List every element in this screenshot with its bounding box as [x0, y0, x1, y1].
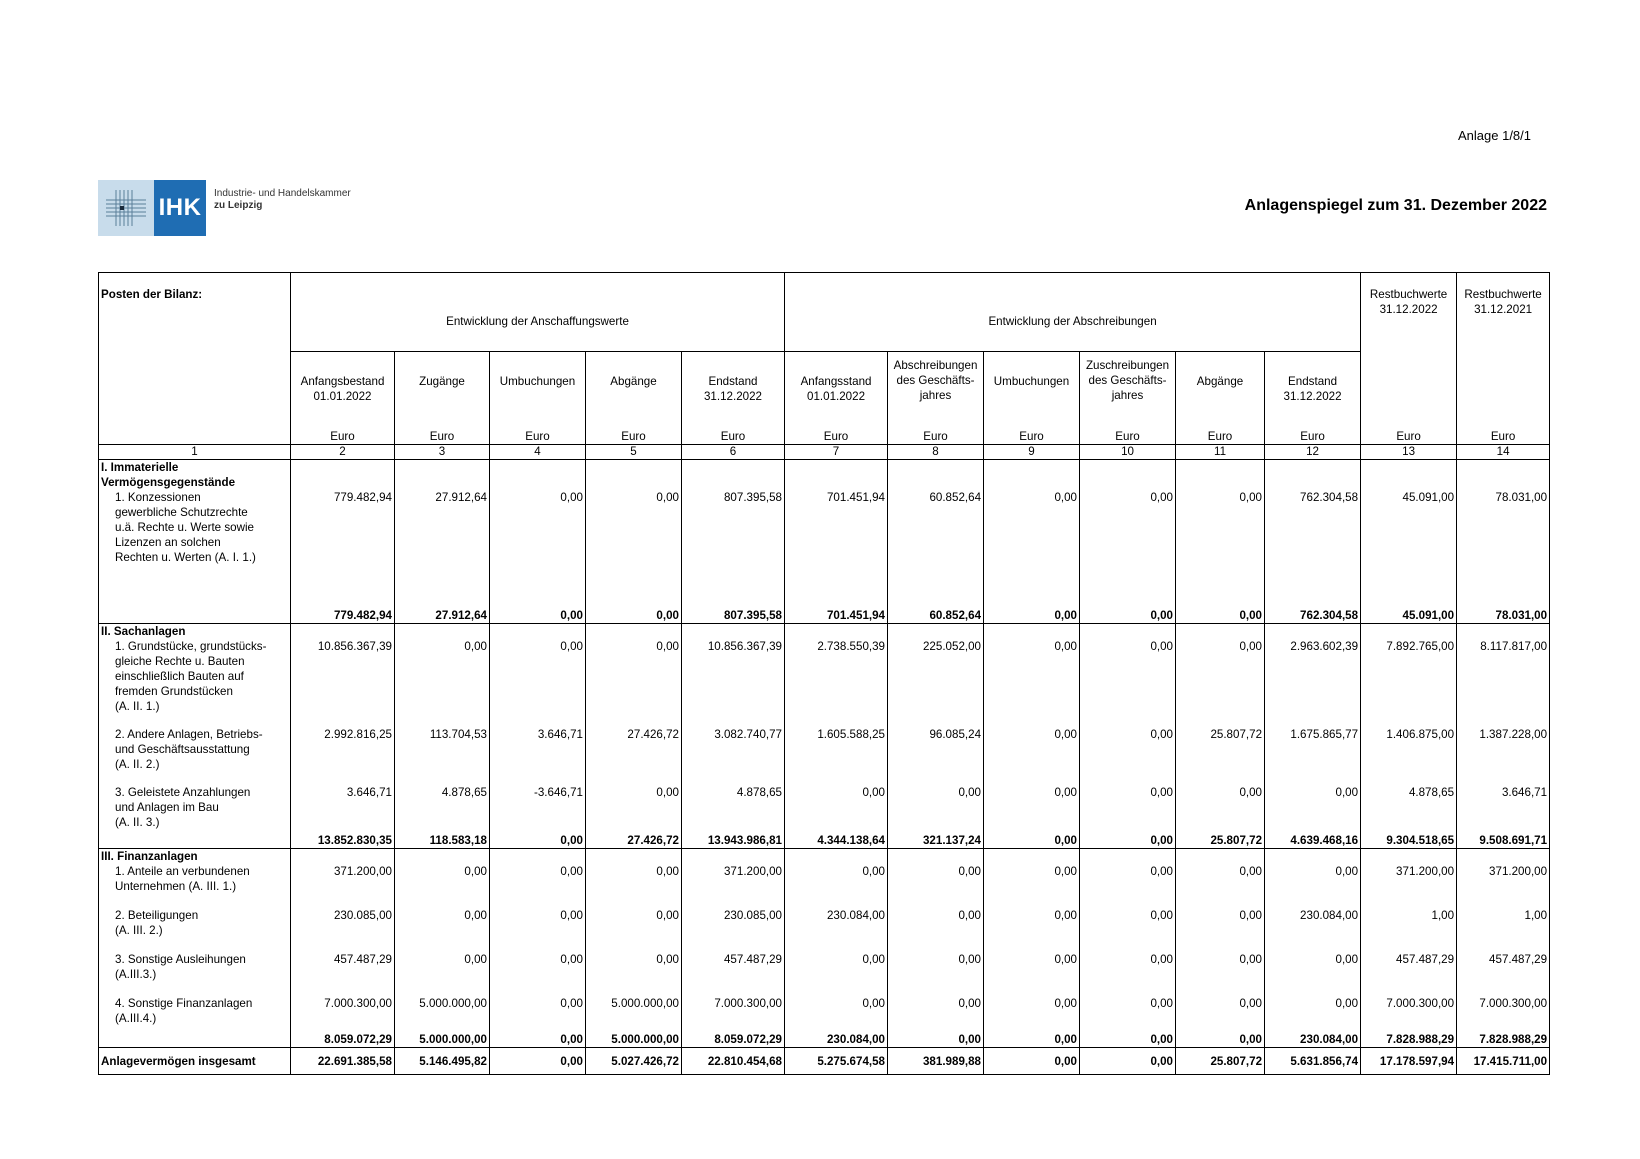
cell-value: 230.085,00 — [291, 908, 395, 952]
unit-label: Euro — [621, 430, 646, 443]
cell-value: 701.451,94 — [785, 490, 888, 608]
cell-value: 27.426,72 — [586, 727, 682, 785]
cell-value: 762.304,58 — [1265, 490, 1361, 608]
document-title: Anlagenspiegel zum 31. Dezember 2022 — [1244, 197, 1547, 214]
group-header-abschreibungen: Entwicklung der Abschreibungen — [785, 273, 1361, 352]
grand-total-value: 0,00 — [490, 1048, 586, 1075]
cell-value: 96.085,24 — [888, 727, 984, 785]
grand-total-value: 5.631.856,74 — [1265, 1048, 1361, 1075]
subtotal-value: 0,00 — [490, 1032, 586, 1048]
cell-value: 0,00 — [586, 952, 682, 996]
cell-value: 0,00 — [1176, 996, 1265, 1032]
grand-total-value: 25.807,72 — [1176, 1048, 1265, 1075]
cell-value: 3.646,71 — [1457, 785, 1550, 833]
cell-value: 0,00 — [984, 908, 1080, 952]
column-header-7 — [785, 352, 888, 445]
section-heading: II. Sachanlagen — [99, 624, 291, 640]
cell-value: 1.406.875,00 — [1361, 727, 1457, 785]
cell-value: 0,00 — [888, 864, 984, 908]
cell-value: 0,00 — [984, 490, 1080, 608]
cell-value: 25.807,72 — [1176, 727, 1265, 785]
cell-value: 0,00 — [1265, 996, 1361, 1032]
cell-value: 0,00 — [984, 639, 1080, 727]
cell-value: 457.487,29 — [1361, 952, 1457, 996]
unit-label: Euro — [1300, 430, 1325, 443]
row-label: 2. Beteiligungen (A. III. 2.) — [99, 908, 291, 952]
cell-value: 0,00 — [490, 490, 586, 608]
cell-value: 457.487,29 — [291, 952, 395, 996]
cell-value: 0,00 — [888, 952, 984, 996]
ihk-logo — [98, 180, 351, 236]
logo-line-2: zu Leipzig — [214, 200, 263, 211]
subtotal-value: 27.426,72 — [586, 833, 682, 849]
cell-value: 0,00 — [1080, 727, 1176, 785]
subtotal-row — [99, 1032, 1550, 1048]
cell-value: 371.200,00 — [1361, 864, 1457, 908]
column-header-label: Abgänge — [1196, 375, 1244, 388]
subtotal-value: 9.508.691,71 — [1457, 833, 1550, 849]
cell-value: 0,00 — [984, 864, 1080, 908]
cell-value: 1.387.228,00 — [1457, 727, 1550, 785]
cell-value: 7.000.300,00 — [682, 996, 785, 1032]
subtotal-value: 321.137,24 — [888, 833, 984, 849]
cell-value: 0,00 — [490, 952, 586, 996]
cell-value: 807.395,58 — [682, 490, 785, 608]
grand-total-value: 0,00 — [1080, 1048, 1176, 1075]
row-label: 4. Sonstige Finanzanlagen (A.III.4.) — [99, 996, 291, 1032]
column-header-label: Endstand 31.12.2022 — [703, 375, 763, 403]
column-header-6 — [682, 352, 785, 445]
cell-value: 230.084,00 — [785, 908, 888, 952]
subtotal-value: 4.639.468,16 — [1265, 833, 1361, 849]
cell-value: 0,00 — [1176, 490, 1265, 608]
table-row — [99, 996, 1550, 1032]
cell-value: 10.856.367,39 — [682, 639, 785, 727]
grand-total-value: 5.146.495,82 — [395, 1048, 490, 1075]
cell-value: 0,00 — [984, 952, 1080, 996]
column-index: 1 — [99, 445, 291, 460]
cell-value: 8.117.817,00 — [1457, 639, 1550, 727]
row-label: 1. Grundstücke, grundstücks- gleiche Rechte u. Bauten einschließlich Bauten auf fremden Grundstücken (A. II. 1.) — [99, 639, 291, 727]
column-index: 2 — [291, 445, 395, 460]
row-label: 2. Andere Anlagen, Betriebs- und Geschäftsausstattung (A. II. 2.) — [99, 727, 291, 785]
table-row — [99, 727, 1550, 785]
column-header-label: Zuschreibungen des Geschäfts- jahres — [1085, 359, 1170, 402]
cell-value: 779.482,94 — [291, 490, 395, 608]
unit-label: Euro — [1115, 430, 1140, 443]
row-label: 1. Anteile an verbundenen Unternehmen (A. III. 1.) — [99, 864, 291, 908]
cell-value: 0,00 — [888, 996, 984, 1032]
cell-value: 0,00 — [490, 864, 586, 908]
cell-value: 7.000.300,00 — [291, 996, 395, 1032]
cell-value: 0,00 — [1080, 952, 1176, 996]
cell-value: 0,00 — [1265, 785, 1361, 833]
grand-total-value: 5.275.674,58 — [785, 1048, 888, 1075]
cell-value: 0,00 — [395, 639, 490, 727]
cell-value: 0,00 — [1080, 864, 1176, 908]
row-label: 3. Geleistete Anzahlungen und Anlagen im Bau (A. II. 3.) — [99, 785, 291, 833]
cell-value: 0,00 — [1265, 952, 1361, 996]
cell-value: 0,00 — [490, 996, 586, 1032]
posten-header: Posten der Bilanz: — [99, 273, 291, 445]
cell-value: 1,00 — [1457, 908, 1550, 952]
cell-value: 0,00 — [586, 490, 682, 608]
subtotal-value: 60.852,64 — [888, 608, 984, 624]
grand-total-value: 22.810.454,68 — [682, 1048, 785, 1075]
logo-text — [206, 180, 351, 236]
cell-value: 5.000.000,00 — [395, 996, 490, 1032]
cell-value: 457.487,29 — [1457, 952, 1550, 996]
column-header-4 — [490, 352, 586, 445]
column-index: 11 — [1176, 445, 1265, 460]
cell-value: 7.892.765,00 — [1361, 639, 1457, 727]
column-header-label: Umbuchungen — [499, 375, 576, 388]
cell-value: 0,00 — [395, 952, 490, 996]
cell-value: 230.085,00 — [682, 908, 785, 952]
cell-value: 3.646,71 — [291, 785, 395, 833]
subtotal-value: 4.344.138,64 — [785, 833, 888, 849]
grand-total-value: 381.989,88 — [888, 1048, 984, 1075]
cell-value: 113.704,53 — [395, 727, 490, 785]
cell-value: 0,00 — [888, 785, 984, 833]
cell-value: 0,00 — [1176, 952, 1265, 996]
attachment-number: Anlage 1/8/1 — [1458, 128, 1532, 143]
cell-value: 0,00 — [1080, 996, 1176, 1032]
subtotal-value: 807.395,58 — [682, 608, 785, 624]
subtotal-value: 230.084,00 — [785, 1032, 888, 1048]
column-index: 6 — [682, 445, 785, 460]
cell-value: 1.675.865,77 — [1265, 727, 1361, 785]
cell-value: 0,00 — [395, 908, 490, 952]
table-row — [99, 952, 1550, 996]
cell-value: 0,00 — [586, 785, 682, 833]
subtotal-value: 0,00 — [984, 1032, 1080, 1048]
group-header-anschaffungswerte: Entwicklung der Anschaffungswerte — [291, 273, 785, 352]
subtotal-value: 8.059.072,29 — [291, 1032, 395, 1048]
subtotal-value: 0,00 — [888, 1032, 984, 1048]
cell-value: 5.000.000,00 — [586, 996, 682, 1032]
subtotal-row — [99, 833, 1550, 849]
cell-value: 2.992.816,25 — [291, 727, 395, 785]
cell-value: 45.091,00 — [1361, 490, 1457, 608]
column-header-label: Zugänge — [419, 375, 465, 388]
subtotal-value: 701.451,94 — [785, 608, 888, 624]
column-index: 3 — [395, 445, 490, 460]
column-header-label: Endstand 31.12.2022 — [1283, 375, 1342, 403]
unit-label: Euro — [923, 430, 948, 443]
cell-value: 1,00 — [1361, 908, 1457, 952]
cell-value: 0,00 — [1080, 908, 1176, 952]
grand-total-value: 17.178.597,94 — [1361, 1048, 1457, 1075]
column-index: 13 — [1361, 445, 1457, 460]
column-header-2 — [291, 352, 395, 445]
cell-value: 0,00 — [984, 996, 1080, 1032]
column-header-restbuchwerte-2022: Restbuchwerte 31.12.2022 Euro — [1361, 273, 1457, 445]
subtotal-value: 45.091,00 — [1361, 608, 1457, 624]
column-header-11 — [1176, 352, 1265, 445]
cell-value: 4.878,65 — [1361, 785, 1457, 833]
unit-label: Euro — [330, 430, 355, 443]
subtotal-value: 0,00 — [1080, 833, 1176, 849]
cell-value: 0,00 — [984, 727, 1080, 785]
cell-value: 0,00 — [1176, 908, 1265, 952]
column-index: 9 — [984, 445, 1080, 460]
cell-value: 3.646,71 — [490, 727, 586, 785]
cell-value: 4.878,65 — [395, 785, 490, 833]
unit-label: Euro — [1019, 430, 1044, 443]
subtotal-value: 0,00 — [490, 833, 586, 849]
column-header-label: Abschreibungen des Geschäfts- jahres — [893, 359, 978, 402]
subtotal-value: 0,00 — [490, 608, 586, 624]
column-index: 4 — [490, 445, 586, 460]
cell-value: 230.084,00 — [1265, 908, 1361, 952]
cell-value: 0,00 — [888, 908, 984, 952]
cell-value: 0,00 — [785, 785, 888, 833]
column-header-label: Abgänge — [610, 375, 657, 388]
column-index: 7 — [785, 445, 888, 460]
grand-total-value: 17.415.711,00 — [1457, 1048, 1550, 1075]
column-header-5 — [586, 352, 682, 445]
subtotal-value: 5.000.000,00 — [586, 1032, 682, 1048]
subtotal-value: 7.828.988,29 — [1457, 1032, 1550, 1048]
cell-value: 1.605.588,25 — [785, 727, 888, 785]
subtotal-value: 9.304.518,65 — [1361, 833, 1457, 849]
section-heading: III. Finanzanlagen — [99, 849, 291, 865]
section-heading: I. Immaterielle Vermögensgegenstände — [99, 460, 291, 491]
subtotal-value: 27.912,64 — [395, 608, 490, 624]
table-row — [99, 908, 1550, 952]
subtotal-value: 7.828.988,29 — [1361, 1032, 1457, 1048]
cell-value: 0,00 — [1176, 785, 1265, 833]
subtotal-value: 0,00 — [586, 608, 682, 624]
column-index: 5 — [586, 445, 682, 460]
column-header-8 — [888, 352, 984, 445]
grand-total-value: 0,00 — [984, 1048, 1080, 1075]
cell-value: 10.856.367,39 — [291, 639, 395, 727]
logo-line-1: Industrie- und Handelskammer — [214, 188, 351, 199]
unit-label: Euro — [525, 430, 550, 443]
column-header-restbuchwerte-2021: Restbuchwerte 31.12.2021 Euro — [1457, 273, 1550, 445]
subtotal-value: 8.059.072,29 — [682, 1032, 785, 1048]
logo-grid-icon — [98, 180, 154, 236]
cell-value: 0,00 — [490, 639, 586, 727]
subtotal-value: 230.084,00 — [1265, 1032, 1361, 1048]
cell-value: 0,00 — [490, 908, 586, 952]
column-header-label: Anfangsbestand 01.01.2022 — [300, 375, 385, 403]
cell-value: 0,00 — [1080, 490, 1176, 608]
cell-value: 457.487,29 — [682, 952, 785, 996]
cell-value: 0,00 — [1265, 864, 1361, 908]
cell-value: 0,00 — [984, 785, 1080, 833]
column-index: 8 — [888, 445, 984, 460]
table-row — [99, 639, 1550, 727]
cell-value: 225.052,00 — [888, 639, 984, 727]
subtotal-value: 0,00 — [1176, 1032, 1265, 1048]
subtotal-value: 5.000.000,00 — [395, 1032, 490, 1048]
grand-total-row — [99, 1048, 1550, 1075]
column-index: 14 — [1457, 445, 1550, 460]
grand-total-label: Anlagevermögen insgesamt — [99, 1048, 291, 1075]
subtotal-value: 762.304,58 — [1265, 608, 1361, 624]
cell-value: 0,00 — [1176, 864, 1265, 908]
table-row — [99, 490, 1550, 608]
subtotal-value: 25.807,72 — [1176, 833, 1265, 849]
cell-value: 2.963.602,39 — [1265, 639, 1361, 727]
row-label: 1. Konzessionen gewerbliche Schutzrechte u.ä. Rechte u. Werte sowie Lizenzen an solchen Rechten u. Werten (A. I. 1.) — [99, 490, 291, 608]
column-header-3 — [395, 352, 490, 445]
column-index: 10 — [1080, 445, 1176, 460]
column-header-label: Anfangsstand 01.01.2022 — [800, 375, 872, 403]
asset-schedule-table — [98, 272, 1550, 1075]
column-header-10 — [1080, 352, 1176, 445]
cell-value: 0,00 — [1176, 639, 1265, 727]
column-header-12 — [1265, 352, 1361, 445]
grand-total-value: 22.691.385,58 — [291, 1048, 395, 1075]
cell-value: 7.000.300,00 — [1457, 996, 1550, 1032]
cell-value: 2.738.550,39 — [785, 639, 888, 727]
subtotal-row — [99, 608, 1550, 624]
cell-value: 0,00 — [785, 996, 888, 1032]
logo-wordmark: IHK — [154, 180, 206, 236]
cell-value: 7.000.300,00 — [1361, 996, 1457, 1032]
cell-value: 4.878,65 — [682, 785, 785, 833]
subtotal-value: 0,00 — [1080, 1032, 1176, 1048]
cell-value: 60.852,64 — [888, 490, 984, 608]
cell-value: 371.200,00 — [291, 864, 395, 908]
cell-value: 371.200,00 — [682, 864, 785, 908]
subtotal-value: 0,00 — [984, 608, 1080, 624]
table-row — [99, 785, 1550, 833]
row-label: 3. Sonstige Ausleihungen (A.III.3.) — [99, 952, 291, 996]
cell-value: 0,00 — [586, 908, 682, 952]
subtotal-value: 0,00 — [1080, 608, 1176, 624]
cell-value: 78.031,00 — [1457, 490, 1550, 608]
subtotal-value: 0,00 — [984, 833, 1080, 849]
unit-label: Euro — [720, 430, 746, 443]
subtotal-value: 0,00 — [1176, 608, 1265, 624]
cell-value: 371.200,00 — [1457, 864, 1550, 908]
subtotal-value: 13.943.986,81 — [682, 833, 785, 849]
column-header-label: Umbuchungen — [993, 375, 1070, 388]
unit-label: Euro — [429, 430, 455, 443]
cell-value: 0,00 — [785, 952, 888, 996]
unit-label: Euro — [823, 430, 849, 443]
cell-value: 3.082.740,77 — [682, 727, 785, 785]
subtotal-value: 78.031,00 — [1457, 608, 1550, 624]
cell-value: 0,00 — [785, 864, 888, 908]
unit-label: Euro — [1207, 430, 1233, 443]
grand-total-value: 5.027.426,72 — [586, 1048, 682, 1075]
column-index: 12 — [1265, 445, 1361, 460]
cell-value: 27.912,64 — [395, 490, 490, 608]
cell-value: -3.646,71 — [490, 785, 586, 833]
cell-value: 0,00 — [1080, 639, 1176, 727]
subtotal-value: 13.852.830,35 — [291, 833, 395, 849]
table-row — [99, 864, 1550, 908]
cell-value: 0,00 — [395, 864, 490, 908]
cell-value: 0,00 — [1080, 785, 1176, 833]
subtotal-value: 779.482,94 — [291, 608, 395, 624]
subtotal-value: 118.583,18 — [395, 833, 490, 849]
cell-value: 0,00 — [586, 639, 682, 727]
column-header-9 — [984, 352, 1080, 445]
cell-value: 0,00 — [586, 864, 682, 908]
